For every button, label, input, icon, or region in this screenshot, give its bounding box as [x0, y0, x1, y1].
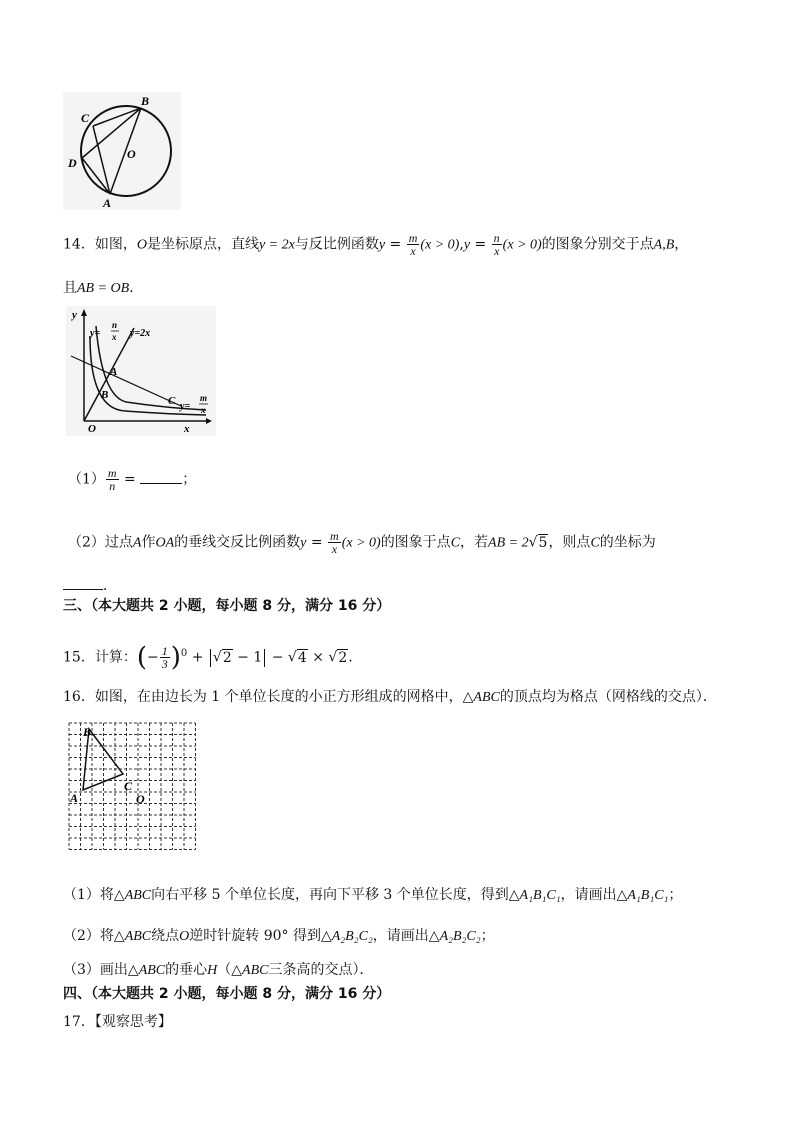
q16-text — [63, 687, 717, 708]
grid-label-a: A — [70, 791, 79, 805]
q14-points: A,B — [653, 237, 675, 253]
graph-label-line: y=2x — [130, 328, 151, 339]
q14-condition: AB = OB — [77, 281, 130, 296]
abs-bar-left — [210, 649, 211, 667]
q16-1-abc: ABC — [124, 888, 152, 903]
q16-1-text: （1）将△ — [63, 887, 125, 903]
graph-label-a: A — [110, 366, 118, 378]
q15-times: × — [307, 649, 329, 666]
q15-frac — [160, 645, 170, 670]
frac-num: m — [408, 231, 418, 245]
q14-frac-m-x — [407, 232, 420, 257]
graph-label-c: C — [168, 395, 176, 407]
q16-3-text: 的垂心 — [165, 962, 208, 978]
q14-cond: (x > 0) — [420, 237, 460, 253]
section-4-heading: 四、（本大题共 2 小题，每小题 8 分，满分 16 分） — [63, 986, 391, 1002]
q14-2-answer-blank[interactable] — [63, 575, 103, 590]
q17-heading: 17．【观察思考】 — [63, 1014, 172, 1030]
graph-label-x2: x — [201, 405, 206, 415]
q14-1-answer-blank[interactable] — [140, 469, 182, 484]
q16-3-text: 三条高的交点）． — [268, 962, 374, 978]
q16-3-h: H — [207, 963, 218, 978]
circle-label-c: C — [81, 111, 90, 125]
q16-3-text: （△ — [217, 962, 243, 978]
circle-label-o: O — [127, 147, 136, 161]
graph-label-curve-m: y= — [180, 401, 191, 412]
q14-2-frac — [328, 530, 341, 555]
q16-part-2 — [63, 926, 495, 947]
graph-figure — [66, 306, 216, 436]
circle-label-d: D — [68, 156, 77, 170]
q14-eq: = — [470, 236, 491, 253]
q14-frac-n-x — [492, 232, 502, 257]
q14-2-cond: (x > 0) — [341, 535, 381, 551]
q16-2-text: 绕点 — [151, 928, 180, 944]
q14-eq: = — [385, 236, 406, 253]
frac-num: m — [107, 466, 117, 480]
q14-o: O — [136, 237, 147, 253]
q14-part-2 — [68, 530, 656, 555]
q16-2-text: 逆时针旋转 90° 得到△ — [189, 928, 332, 944]
sqrt-sign: √ — [528, 534, 538, 551]
q14-2-text: 的图象于点 — [380, 534, 451, 551]
q14-2-end: ． — [103, 578, 117, 594]
q16-2-o: O — [179, 929, 190, 944]
graph-label-x-axis: x — [184, 423, 190, 435]
q14-2-c: C — [450, 535, 461, 551]
frac-num: n — [493, 231, 500, 245]
grid-label-c: C — [124, 779, 133, 793]
q15-minus: − — [267, 649, 288, 666]
q14-2-text: ，若 — [460, 534, 489, 551]
q16-2-text: （2）将△ — [63, 928, 125, 944]
q14-text: ， — [674, 236, 689, 253]
q14-2-text: 作 — [141, 534, 156, 551]
graph-label-y-axis: y — [72, 309, 77, 321]
q15-plus: + — [187, 649, 208, 666]
q16-1-triangle: A₁B₁C₁ — [627, 888, 669, 903]
q16-2-text: ； — [480, 928, 495, 944]
sqrt-sign: √ — [287, 649, 297, 666]
q16-part-1 — [63, 885, 682, 906]
q14-2-eq: = — [306, 534, 328, 551]
q14-part-1 — [68, 467, 196, 492]
graph-label-origin: O — [88, 423, 96, 435]
graph-label-m: m — [200, 393, 208, 403]
q16-text: 16．如图，在由边长为 1 个单位长度的小正方形组成的网格中，△ — [63, 689, 474, 705]
q14-text: 如图， — [94, 236, 137, 253]
q14-2-oa: OA — [155, 535, 175, 551]
graph-label-n: n — [112, 320, 118, 330]
q14-2-c: C — [590, 535, 600, 551]
q14-line-eq: y = 2x — [258, 237, 295, 253]
q16-1-triangle: A₁B₁C₁ — [519, 888, 561, 903]
frac-den: 3 — [161, 657, 168, 672]
q15-sqrt-four: 4 — [297, 649, 307, 666]
q14-text: 的图象分别交于点 — [541, 236, 654, 253]
q16-text: 的顶点均为格点（网格线的交点）． — [499, 689, 717, 705]
q14-2-text: （2）过点 — [68, 534, 133, 551]
grid-figure — [66, 720, 208, 860]
q14-text: ． — [129, 280, 144, 296]
q14-2-text: 的垂线交反比例函数 — [174, 534, 301, 551]
sqrt-sign: √ — [212, 649, 222, 666]
abs-bar-right — [264, 649, 265, 667]
circle-figure — [63, 92, 181, 210]
paren-left: ( — [136, 642, 147, 673]
frac-num: 1 — [161, 644, 168, 659]
q14-2-ab: AB = 2 — [488, 535, 529, 551]
q16-1-text: ； — [668, 887, 683, 903]
frac-den: x — [494, 244, 500, 258]
q14-text: 且 — [63, 280, 77, 296]
q16-part-3 — [63, 960, 374, 981]
q15 — [63, 640, 362, 672]
q15-minus-one: − 1 — [232, 649, 263, 666]
frac-den: x — [410, 244, 416, 258]
q16-3-abc: ABC — [138, 963, 166, 978]
q16-2-text: ，请画出△ — [372, 928, 440, 944]
q14-part-2-answer — [63, 575, 117, 596]
grid-label-o: O — [136, 792, 145, 806]
frac-den: x — [331, 542, 338, 556]
graph-label-b: B — [101, 389, 109, 401]
q14-y: y — [378, 237, 386, 253]
q16-3-text: （3）画出△ — [63, 962, 139, 978]
q15-end: ． — [348, 649, 363, 666]
graph-label-curve-n: y= — [90, 328, 101, 339]
graph-label-x: x — [112, 332, 117, 342]
circle-label-b: B — [141, 94, 150, 108]
q14-2-a: A — [132, 535, 142, 551]
q14-sep: , — [459, 236, 464, 253]
q14-text: 是坐标原点，直线 — [146, 236, 259, 253]
sqrt-sign: √ — [328, 649, 338, 666]
q14-2-text: ，则点 — [548, 534, 591, 551]
q14-2-y: y — [300, 535, 307, 551]
frac-den: n — [109, 479, 116, 493]
q14-1-frac — [106, 467, 119, 492]
q15-sqrt-two: 2 — [222, 649, 232, 666]
q14-1-eq: = — [119, 471, 141, 488]
q14-1-label: （1） — [68, 471, 105, 488]
q15-minus: − — [146, 649, 159, 666]
q14-2-sqrt-five: 5 — [538, 534, 548, 551]
q16-2-abc: ABC — [124, 929, 152, 944]
q16-2-triangle: A₂B₂C₂ — [439, 929, 481, 944]
circle-label-a: A — [103, 196, 112, 210]
q14-line-1 — [63, 232, 688, 257]
q16-1-text: 向右平移 5 个单位长度，再向下平移 3 个单位长度，得到△ — [151, 887, 520, 903]
q14-1-tail: ； — [182, 471, 197, 488]
section-3-heading: 三、（本大题共 2 小题，每小题 8 分，满分 16 分） — [63, 598, 391, 614]
q16-1-text: ，请画出△ — [560, 887, 628, 903]
paren-right: ) — [170, 642, 181, 673]
q15-exponent: 0 — [180, 648, 188, 659]
q14-line-2 — [63, 278, 143, 299]
q14-y: y — [463, 237, 471, 253]
frac-num: m — [330, 529, 339, 543]
q14-2-text: 的坐标为 — [599, 534, 656, 551]
q14-cond: (x > 0) — [502, 237, 542, 253]
q14-number: 14． — [63, 236, 95, 253]
q16-2-triangle: A₂B₂C₂ — [331, 929, 373, 944]
q14-text: 与反比例函数 — [294, 236, 379, 253]
q16-3-abc: ABC — [242, 963, 269, 978]
q15-sqrt-two: 2 — [338, 649, 348, 666]
q15-label: 15．计算： — [63, 649, 137, 666]
grid-label-b: B — [83, 725, 92, 739]
q16-abc: ABC — [473, 690, 500, 705]
